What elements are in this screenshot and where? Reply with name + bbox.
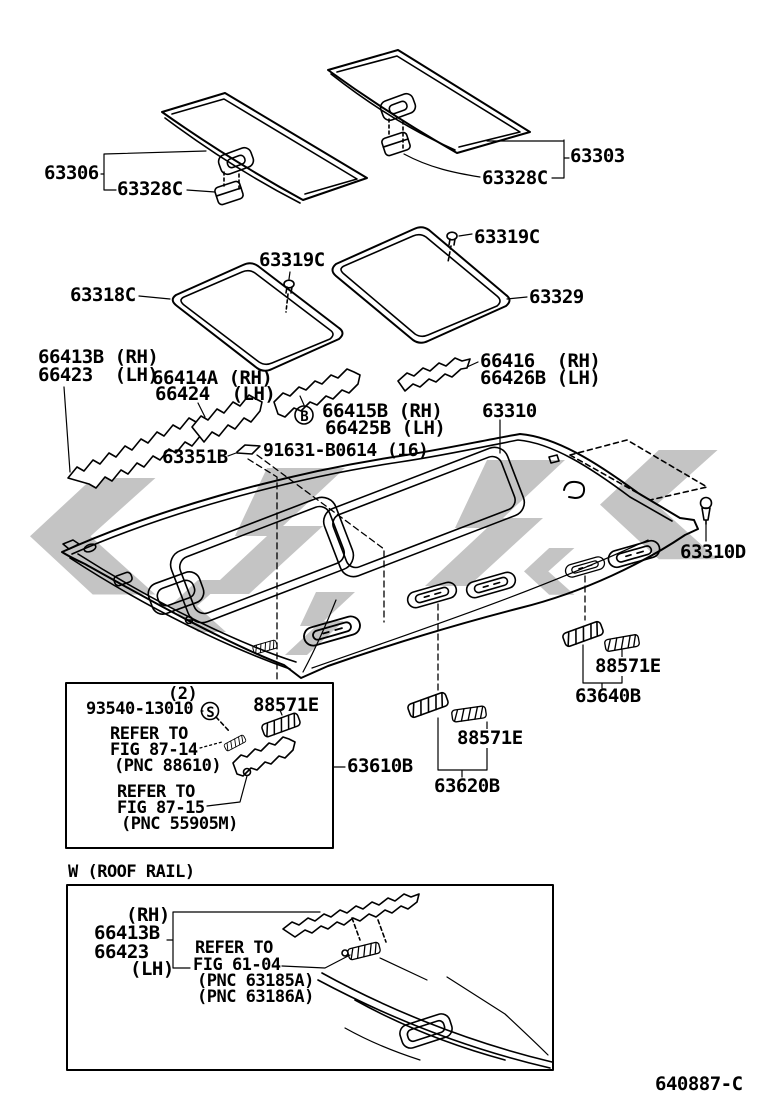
roof-rail-header: W (ROOF RAIL): [68, 862, 195, 882]
refer-87-14-line3: (PNC 88610): [114, 756, 222, 776]
callout-88571e-box: 88571E: [253, 694, 319, 716]
refer-61-04-line4: (PNC 63186A): [197, 987, 314, 1007]
leader-66414a: [198, 403, 205, 417]
callout-63328c-left: 63328C: [117, 178, 183, 200]
callout-63329: 63329: [529, 286, 584, 308]
refer-87-15-line2: FIG 87-15: [117, 798, 205, 818]
callout-66425b: 66425B (LH): [325, 417, 446, 439]
refer-61-04-line2: FIG 61-04: [193, 955, 281, 975]
sunroof-glass-panel: [328, 50, 569, 178]
callout-66416: 66416 (RH): [480, 350, 601, 372]
refer-87-14-line1: REFER TO: [110, 724, 188, 744]
callout-63306: 63306: [44, 162, 99, 184]
reinforcement-strip-66416: [398, 358, 470, 391]
circle-letter-b: B: [300, 409, 309, 425]
rail-66413b: 66413B: [94, 922, 160, 944]
rail-lh: (LH): [130, 958, 174, 980]
clip-63351b: [228, 445, 260, 456]
callout-66426b: 66426B (LH): [480, 367, 601, 389]
refer-87-15-line1: REFER TO: [117, 782, 195, 802]
callout-66424: 66424 (LH): [155, 383, 276, 405]
watermark-logo: [30, 446, 718, 655]
callout-88571e-right: 88571E: [595, 655, 661, 677]
headlining-panel: [62, 434, 698, 678]
callout-63310: 63310: [482, 400, 537, 422]
callout-91631: 91631-B0614 (16): [263, 440, 429, 461]
clip-63328c-left: [214, 180, 244, 205]
callout-63303: 63303: [570, 145, 625, 167]
clip-63328c-right: [381, 131, 411, 156]
callout-66415b: 66415B (RH): [322, 400, 443, 422]
callout-63620b: 63620B: [434, 775, 500, 797]
callout-63610b: 63610B: [347, 755, 413, 777]
refer-87-14-line2: FIG 87-14: [110, 740, 198, 760]
figure-code: 640887-C: [655, 1073, 743, 1095]
callout-66414a: 66414A (RH): [152, 367, 273, 389]
leader-66413b: [64, 387, 70, 472]
rail-rh: (RH): [126, 904, 170, 926]
callout-88571e-mid: 88571E: [457, 727, 523, 749]
callout-63328c-right: 63328C: [482, 167, 548, 189]
weatherstrip-front: [139, 263, 343, 371]
callout-63351b: 63351B: [162, 446, 228, 468]
callout-66423: 66423 (LH): [38, 364, 159, 386]
callout-93540: 93540-13010: [86, 699, 194, 719]
clip-on-roof: [252, 640, 277, 655]
callout-63319c-right: 63319C: [474, 226, 540, 248]
refer-61-04-line3: (PNC 63185A): [197, 971, 314, 991]
callout-63319c-mid: 63319C: [259, 249, 325, 271]
circle-letter-s: S: [206, 705, 215, 721]
qty-note: (2): [168, 684, 198, 704]
callout-66413b: 66413B (RH): [38, 346, 159, 368]
callout-63310d: 63310D: [680, 541, 746, 563]
refer-87-15-line3: (PNC 55905M): [121, 814, 238, 834]
callout-63640b: 63640B: [575, 685, 641, 707]
refer-61-04-line1: REFER TO: [195, 938, 273, 958]
rail-66423: 66423: [94, 941, 149, 963]
callout-63318c: 63318C: [70, 284, 136, 306]
